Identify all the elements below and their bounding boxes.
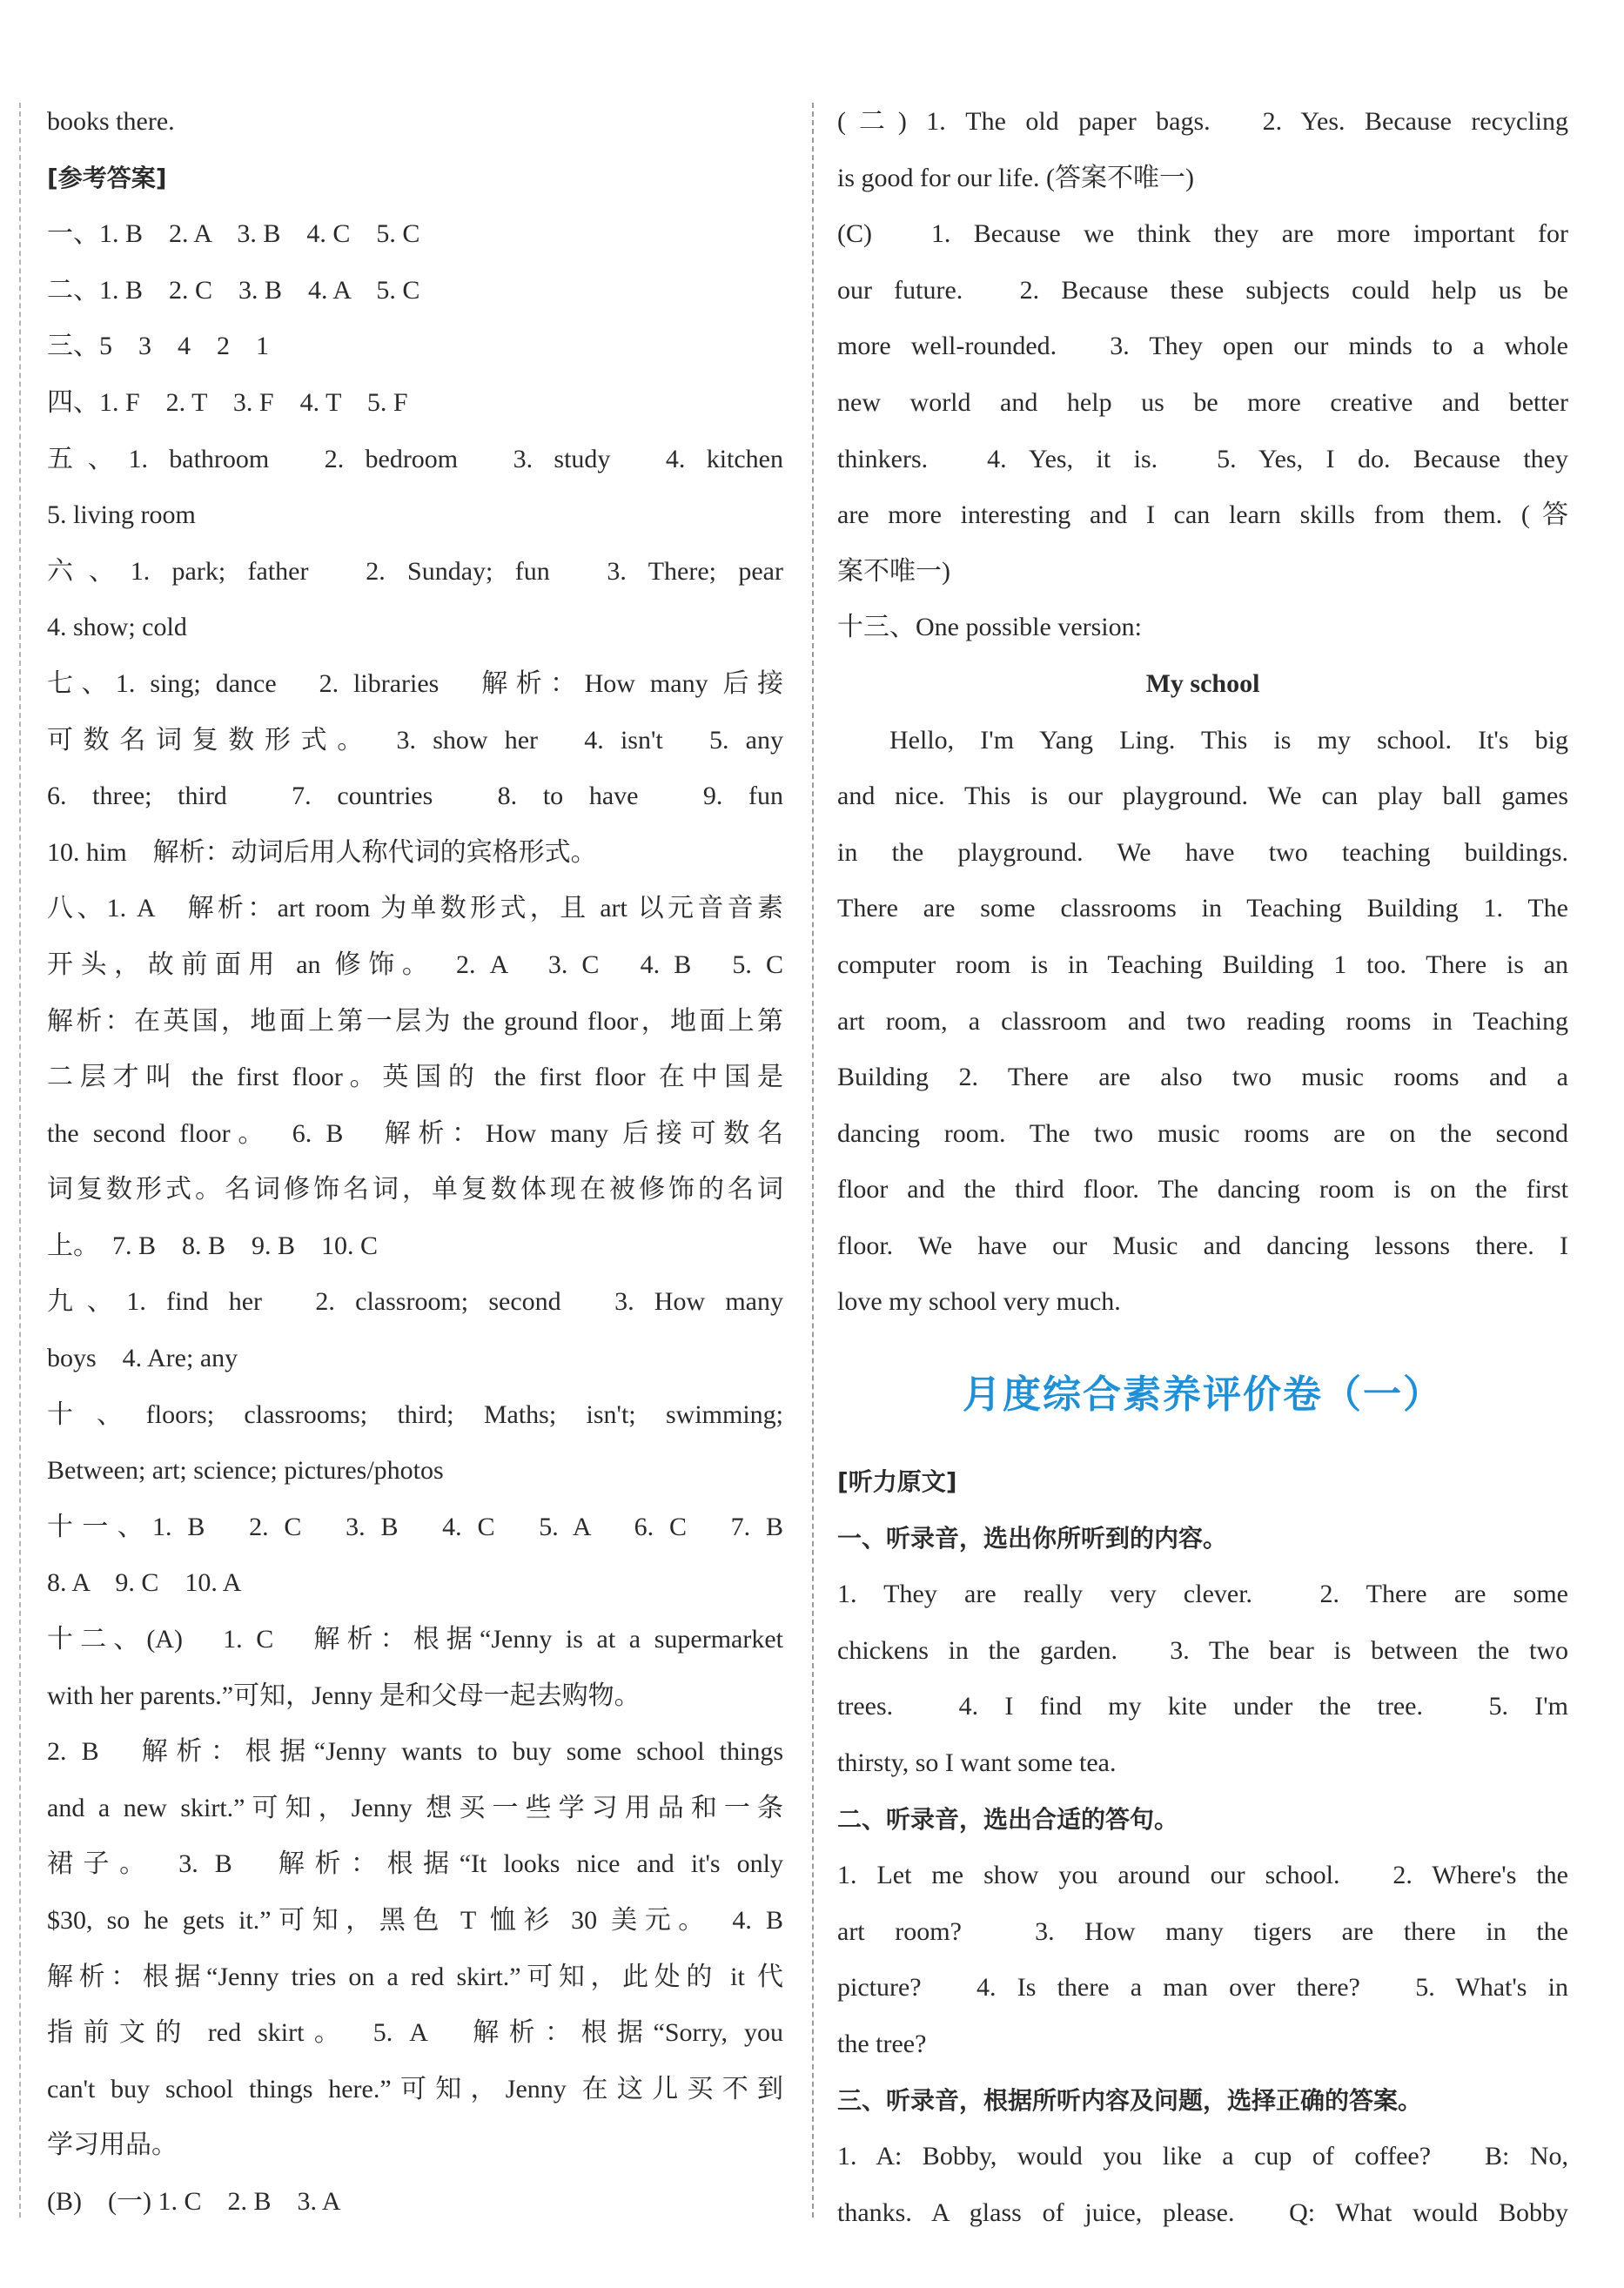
listening-part-1-line-3: trees. 4. I find my kite under the tree. 5. I'm (837, 1692, 1568, 1721)
answer-section-10-cont: Between; art; science; pictures/photos (47, 1456, 444, 1486)
answer-key-heading: [参考答案] (47, 163, 167, 192)
answer-section-9: 九、1. find her 2. classroom; second 3. How many (47, 1287, 783, 1317)
listening-part-3-heading: 三、听录音，根据所听内容及问题，选择正确的答案。 (837, 2085, 1423, 2115)
answer-section-8-line-6: 词复数形式。名词修饰名词，单复数体现在被修饰的名词 (47, 1175, 783, 1204)
writing-section-heading: 十三、One possible version: (837, 613, 1142, 642)
right-column (837, 94, 1568, 2241)
listening-part-2-line-2: art room? 3. How many tigers are there in the (837, 1916, 1568, 1946)
answer-section-12-line-5: 裙子。 3. B 解析：根据“It looks nice and it's only (47, 1849, 783, 1879)
essay-line-4: There are some classrooms in Teaching Building 1. The (837, 894, 1568, 923)
essay-line-2: and nice. This is our playground. We can play ball games (837, 782, 1568, 811)
answer-section-8-line-5: the second floor。 6. B 解析：How many 后接可数名 (47, 1118, 783, 1148)
answer-section-7-line-4: 10. him 解析：动词后用人称代词的宾格形式。 (47, 837, 597, 867)
answer-section-12-line-7: 解析：根据“Jenny tries on a red skirt.”可知，此处的 it 代 (47, 1962, 783, 1991)
answer-section-6: 六、1. park; father 2. Sunday; fun 3. There; pear (47, 556, 783, 586)
answer-section-12-line-3: 2. B 解析：根据“Jenny wants to buy some school things (47, 1737, 783, 1767)
answer-section-9-cont: boys 4. Are; any (47, 1344, 238, 1373)
answer-section-8-line-4: 二层才叫 the first floor。英国的 the first floor 在中国是 (47, 1063, 783, 1092)
answer-section-10: 十、floors; classrooms; third; Maths; isn't; swimming; (47, 1399, 783, 1429)
answer-section-12-line-10: 学习用品。 (47, 2130, 178, 2160)
answer-section-6-cont: 4. show; cold (47, 613, 187, 642)
listening-part-1-line-1: 1. They are really very clever. 2. There are some (837, 1580, 1568, 1609)
right-line-1: (二) 1. The old paper bags. 2. Yes. Because recycling (837, 107, 1568, 136)
right-line-2: is good for our life. (答案不唯一) (837, 163, 1194, 192)
column-divider (812, 103, 814, 2218)
answer-section-7: 七、1. sing; dance 2. libraries 解析：How many 后接 (47, 668, 783, 698)
essay-line-1: Hello, I'm Yang Ling. This is my school. It's big (889, 725, 1568, 755)
listening-part-1-line-4: thirsty, so I want some tea. (837, 1748, 1117, 1778)
right-line-9: 案不唯一) (837, 556, 950, 586)
answer-section-8-line-7: 上。 7. B 8. B 9. B 10. C (47, 1231, 379, 1260)
listening-part-2-line-1: 1. Let me show you around our school. 2. Where's the (837, 1861, 1568, 1890)
essay-line-6: art room, a classroom and two reading rooms in Teaching (837, 1006, 1568, 1036)
listening-part-2-heading: 二、听录音，选出合适的答句。 (837, 1804, 1179, 1834)
right-line-3: (C) 1. Because we think they are more important for (837, 219, 1568, 249)
answer-section-12-line-9: can't buy school things here.”可知，Jenny 在这儿买不到 (47, 2074, 783, 2103)
answer-section-8-line-3: 解析：在英国，地面上第一层为 the ground floor，地面上第 (47, 1006, 783, 1036)
monthly-test-title: 月度综合素养评价卷（一） (963, 1372, 1443, 1418)
answer-section-8-line-2: 开头，故前面用 an 修饰。 2. A 3. C 4. B 5. C (47, 949, 783, 979)
answer-section-7-line-3: 6. three; third 7. countries 8. to have 9. fun (47, 782, 783, 811)
essay-line-11: love my school very much. (837, 1287, 1121, 1317)
essay-line-3: in the playground. We have two teaching buildings. (837, 837, 1568, 867)
right-line-8: are more interesting and I can learn skills from them. (答 (837, 500, 1568, 530)
answer-section-5: 五、1. bathroom 2. bedroom 3. study 4. kitchen (47, 444, 783, 473)
answer-section-8: 八、1. A 解析：art room 为单数形式，且 art 以元音音素 (47, 894, 783, 923)
essay-line-7: Building 2. There are also two music rooms and a (837, 1063, 1568, 1092)
listening-part-1-line-2: chickens in the garden. 3. The bear is between the two (837, 1635, 1568, 1665)
right-line-6: new world and help us be more creative and better (837, 387, 1568, 417)
answer-section-12-b: (B) (一) 1. C 2. B 3. A (47, 2186, 341, 2216)
right-line-4: our future. 2. Because these subjects could help us be (837, 275, 1568, 305)
listening-part-2-line-4: the tree? (837, 2030, 927, 2058)
left-line-1: books there. (47, 107, 175, 136)
answer-section-12-line-6: $30, so he gets it.”可知，黑色 T 恤衫 30 美元。 4. B (47, 1906, 783, 1935)
essay-line-5: computer room is in Teaching Building 1 too. There is an (837, 949, 1568, 979)
answer-section-12-line-4: and a new skirt.”可知，Jenny 想买一些学习用品和一条 (47, 1793, 783, 1822)
essay-line-10: floor. We have our Music and dancing lessons there. I (837, 1231, 1568, 1260)
essay-title: My school (1145, 668, 1260, 698)
answer-section-12: 十二、(A) 1. C 解析：根据“Jenny is at a supermarket (47, 1625, 783, 1654)
right-line-7: thinkers. 4. Yes, it is. 5. Yes, I do. Because they (837, 444, 1568, 473)
essay-line-8: dancing room. The two music rooms are on the second (837, 1118, 1568, 1148)
answer-section-11: 十一、1. B 2. C 3. B 4. C 5. A 6. C 7. B (47, 1512, 783, 1541)
answer-section-12-line-2: with her parents.”可知，Jenny 是和父母一起去购物。 (47, 1681, 641, 1710)
essay-line-9: floor and the third floor. The dancing room is on the first (837, 1175, 1568, 1204)
answer-section-2: 二、1. B 2. C 3. B 4. A 5. C (47, 275, 420, 305)
answer-section-7-line-2: 可数名词复数形式。 3. show her 4. isn't 5. any (47, 725, 783, 755)
right-line-5: more well-rounded. 3. They open our minds to a whole (837, 332, 1568, 361)
left-column (47, 94, 783, 2231)
listening-part-1-heading: 一、听录音，选出你所听到的内容。 (837, 1523, 1228, 1553)
answer-section-12-line-8: 指前文的 red skirt。 5. A 解析：根据“Sorry, you (47, 2018, 783, 2048)
answer-section-1: 一、1. B 2. A 3. B 4. C 5. C (47, 219, 420, 249)
listening-part-2-line-3: picture? 4. Is there a man over there? 5. What's in (837, 1973, 1568, 2003)
answer-section-3: 三、5 3 4 2 1 (47, 332, 269, 361)
listening-part-3-line-1: 1. A: Bobby, would you like a cup of coffee? B: No, (837, 2142, 1568, 2171)
answer-section-11-cont: 8. A 9. C 10. A (47, 1568, 242, 1598)
listening-script-heading: [听力原文] (837, 1467, 957, 1497)
answer-section-5-cont: 5. living room (47, 500, 196, 530)
left-edge-dashed-line (19, 103, 21, 2218)
answer-section-4: 四、1. F 2. T 3. F 4. T 5. F (47, 387, 408, 417)
listening-part-3-line-2: thanks. A glass of juice, please. Q: What would Bobby (837, 2197, 1568, 2227)
